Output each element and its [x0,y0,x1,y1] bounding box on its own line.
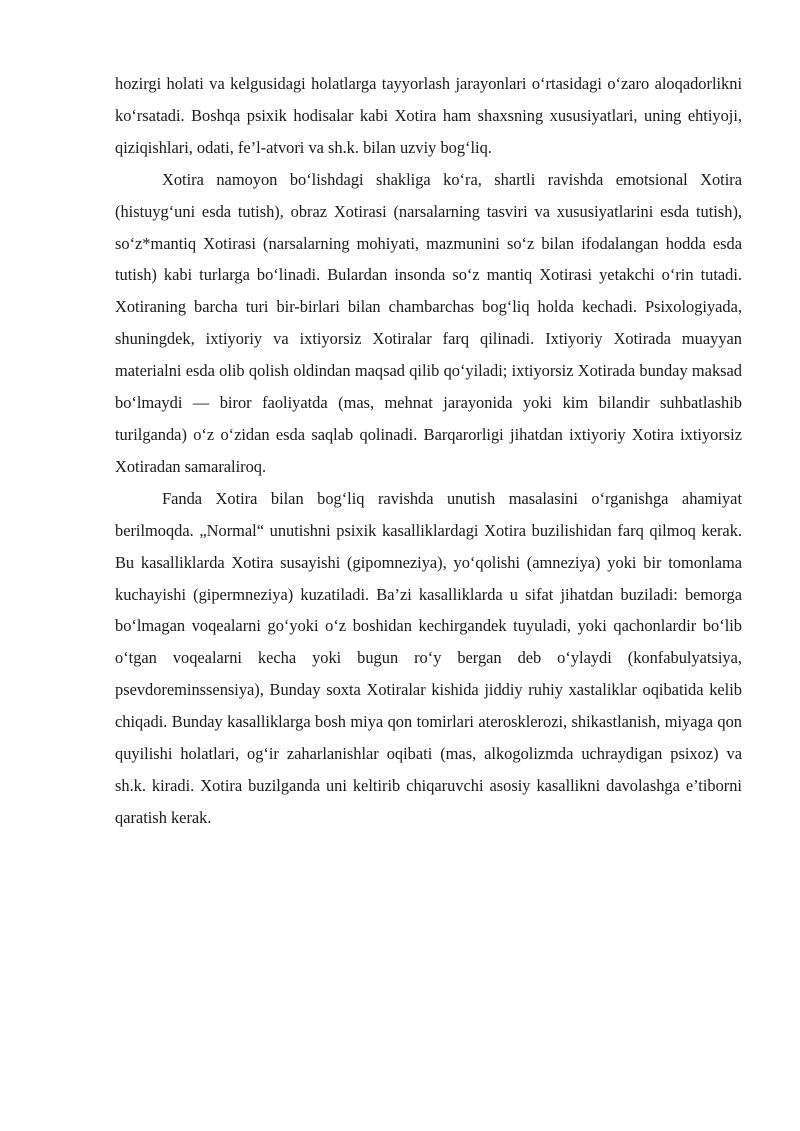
paragraph-3: Fanda Xotira bilan bog‘liq ravishda unutish masalasini o‘rganishga ahamiyat berilmoqda. „Normal“ unutishni psixik kasalliklardagi Xotira buzilishidan farq qilmoq kerak. Bu kasalliklarda Xotira susayishi (gipomneziya), yo‘qolishi (amneziya) yoki bir tomonlama kuchayishi (gipermneziya) kuzatiladi. Ba’zi kasalliklarda u sifat jihatdan buziladi: bemorga bo‘lmagan voqealarni go‘yoki o‘z boshidan kechirgandek tuyuladi, yoki qachonlardir bo‘lib o‘tgan voqealarni kecha yoki bugun ro‘y bergan deb o‘ylaydi (konfabulyatsiya, psevdoreminssensiya), Bunday soxta Xotiralar kishida jiddiy ruhiy xastaliklar oqibatida kelib chiqadi. Bunday kasalliklarga bosh miya qon tomirlari aterosklerozi, shikastlanish, miyaga qon quyilishi holatlari, og‘ir zaharlanishlar oqibati (mas, alkogolizmda uchraydigan psixoz) va sh.k. kiradi. Xotira buzilganda uni keltirib chiqaruvchi asosiy kasallikni davolashga e’tiborni qaratish kerak. [115,488,742,827]
paragraph-2: Xotira namoyon bo‘lishdagi shakliga ko‘ra, shartli ravishda emotsional Xotira (histuyg‘uni esda tutish), obraz Xotirasi (narsalarning tasviri va xususiyatlarini esda tutish), so‘z*mantiq Xotirasi (narsalarning mohiyati, mazmunini so‘z bilan ifodalangan hodda esda tutish) kabi turlarga bo‘linadi. Bulardan insonda so‘z mantiq Xotirasi yetakchi o‘rin tutadi. Xotiraning barcha turi bir-birlari bilan chambarchas bog‘liq holda kechadi. Psixologiyada, shuningdek, ixtiyoriy va ixtiyorsiz Xotiralar farq qilinadi. Ixtiyoriy Xotirada muayyan materialni esda olib qolish oldindan maqsad qilib qo‘yiladi; ixtiyorsiz Xotirada bunday maksad bo‘lmaydi — biror faoliyatda (mas, mehnat jarayonida yoki kim bilandir suhbatlashib turilganda) o‘z o‘zidan esda saqlab qolinadi. Barqarorligi jihatdan ixtiyoriy Xotira ixtiyorsiz Xotiradan samaraliroq. [115,169,742,476]
paragraph-1: hozirgi holati va kelgusidagi holatlarga tayyorlash jarayonlari o‘rtasidagi o‘zaro aloqadorlikni ko‘rsatadi. Boshqa psixik hodisalar kabi Xotira ham shaxsning xususiyatlari, uning ehtiyoji, qiziqishlari, odati, fe’l-atvori va sh.k. bilan uzviy bog‘liq. [115,74,742,157]
